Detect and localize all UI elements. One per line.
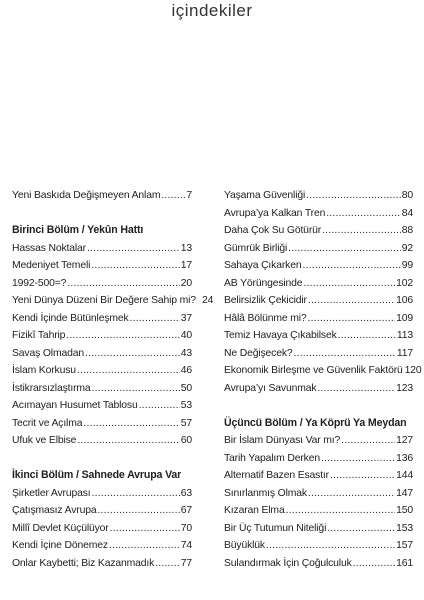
toc-leader — [92, 485, 180, 503]
toc-leader — [321, 450, 395, 468]
toc-leader — [110, 520, 180, 538]
toc-entry-title: Yaşama Güvenliği — [224, 190, 306, 201]
toc-entry[interactable] — [224, 537, 413, 555]
toc-entry-page: 84 — [401, 207, 413, 219]
toc-leader — [67, 275, 179, 293]
toc-entry-title: Avrupa’ya Kalkan Tren — [224, 207, 326, 219]
toc-leader — [317, 380, 395, 398]
toc-entry[interactable] — [224, 502, 413, 520]
toc-entry-page: 144 — [396, 470, 413, 481]
toc-entry-page: 117 — [396, 347, 413, 359]
toc-entry-title: Sınırlanmış Olmak — [224, 487, 307, 499]
toc-entry-page: 43 — [180, 347, 192, 359]
toc-leader — [330, 467, 395, 485]
toc-entry-title: Tecrit ve Açılma — [12, 417, 83, 429]
toc-leader — [302, 257, 400, 275]
section-heading: Birinci Bölüm / Yekûn Hattı — [12, 224, 144, 236]
toc-entry-title: Alternatif Bazen Esastır — [224, 470, 329, 481]
toc-leader — [77, 432, 179, 450]
toc-entry[interactable] — [224, 345, 413, 363]
toc-entry-page: 120 — [404, 365, 422, 376]
toc-entry-title: Temiz Havaya Çıkabilsek — [224, 330, 337, 341]
toc-entry[interactable] — [12, 555, 192, 573]
toc-entry-title: Şirketler Avrupası — [12, 487, 91, 499]
toc-entry-page: 53 — [180, 400, 192, 411]
toc-entry-page: 161 — [396, 557, 413, 569]
toc-entry-page: 60 — [180, 435, 192, 446]
toc-entry-page: 147 — [396, 487, 413, 499]
toc-entry[interactable] — [12, 327, 192, 345]
toc-entry-title: Yeni Dünya Düzeni Bir Değere Sahip mi? — [12, 295, 196, 306]
toc-entry-title: Acımayan Husumet Tablosu — [12, 400, 138, 411]
toc-entry-title: Kendi İçinde Bütünleşmek — [12, 312, 129, 324]
toc-entry-title: Gümrük Birliği — [224, 242, 288, 254]
toc-entry-page: 153 — [396, 522, 413, 534]
toc-entry-page: 109 — [396, 312, 413, 324]
toc-entry-page: 24 — [201, 295, 214, 306]
toc-leader — [83, 415, 179, 433]
section-gap — [12, 205, 192, 223]
toc-entry-page: 40 — [180, 330, 192, 341]
toc-leader — [266, 537, 395, 555]
toc-entry-page: 113 — [396, 330, 413, 341]
toc-leader — [139, 397, 180, 415]
toc-entry-page: 70 — [180, 522, 192, 534]
toc-entry-title: Yeni Baskıda Değişmeyen Anlam — [12, 190, 161, 201]
toc-entry-title: Ne Değişecek? — [224, 347, 293, 359]
toc-entry-page: 99 — [401, 260, 413, 271]
toc-entry[interactable] — [224, 520, 413, 538]
toc-leader — [341, 432, 395, 450]
toc-entry-page: 63 — [180, 487, 192, 499]
toc-entry-title: 1992-500=? — [12, 277, 67, 289]
toc-entry[interactable] — [224, 485, 413, 503]
toc-leader — [155, 555, 180, 573]
toc-entry[interactable] — [12, 240, 192, 258]
toc-entry[interactable] — [12, 380, 192, 398]
toc-entry-title: AB Yörüngesinde — [224, 277, 303, 289]
toc-entry-page: 67 — [180, 505, 192, 516]
toc-leader — [338, 327, 396, 345]
toc-leader — [161, 187, 185, 205]
toc-leader — [92, 380, 180, 398]
toc-leader — [288, 240, 401, 258]
toc-entry-page: 17 — [180, 260, 192, 271]
toc-entry-page: 74 — [180, 540, 192, 551]
toc-entry-page: 92 — [401, 242, 413, 254]
toc-right-column — [224, 187, 422, 572]
toc-leader — [308, 310, 396, 328]
toc-entry-page: 20 — [180, 277, 192, 289]
toc-leader — [91, 257, 179, 275]
toc-entry[interactable] — [224, 380, 413, 398]
toc-entry-page: 77 — [180, 557, 192, 569]
toc-entry-title: Bir Üç Tutumun Niteliği — [224, 522, 327, 534]
toc-leader — [286, 502, 396, 520]
toc-entry-page: 88 — [401, 225, 413, 236]
toc-entry[interactable] — [12, 345, 192, 363]
toc-entry-page: 37 — [180, 312, 192, 324]
toc-entry-title: Avrupa’yı Savunmak — [224, 382, 317, 394]
toc-leader — [97, 502, 179, 520]
toc-entry-page: 80 — [401, 190, 413, 201]
toc-entry[interactable] — [12, 310, 192, 328]
toc-leader — [87, 240, 180, 258]
toc-entry[interactable] — [224, 205, 413, 223]
toc-entry[interactable] — [224, 362, 422, 380]
toc-entry-title: Savaş Olmadan — [12, 347, 84, 359]
toc-entry-page: 102 — [396, 277, 413, 289]
toc-entry[interactable] — [224, 555, 413, 573]
toc-entry-page: 13 — [180, 242, 192, 254]
toc-entry-page: 123 — [396, 382, 413, 394]
toc-entry-page: 106 — [396, 295, 413, 306]
toc-entry[interactable] — [12, 275, 192, 293]
toc-entry-page: 157 — [396, 540, 413, 551]
toc-entry-title: Büyüklük — [224, 540, 265, 551]
toc-leader — [306, 187, 401, 205]
toc-entry-title: Hâlâ Bölünme mi? — [224, 312, 307, 324]
toc-entry[interactable] — [224, 222, 413, 240]
toc-entry-page: 150 — [396, 505, 413, 516]
section-gap — [12, 450, 192, 468]
toc-entry-title: Çatışmasız Avrupa — [12, 505, 97, 516]
toc-leader — [308, 485, 395, 503]
toc-entry[interactable] — [12, 485, 192, 503]
toc-entry-title: İslam Korkusu — [12, 365, 76, 376]
toc-entry-title: Daha Çok Su Götürür — [224, 225, 322, 236]
page-title: içindekiler — [171, 1, 253, 20]
section-heading: İkinci Bölüm / Sahnede Avrupa Var — [12, 469, 182, 481]
toc-entry-title: Fizikî Tahrip — [12, 330, 66, 341]
section-heading: Üçüncü Bölüm / Ya Köprü Ya Meydan — [224, 416, 407, 429]
toc-entry[interactable] — [224, 467, 413, 485]
toc-entry[interactable] — [12, 415, 192, 433]
toc-entry-title: Tarih Yapalım Derken — [224, 452, 320, 464]
toc-entry-page: 50 — [180, 382, 192, 394]
toc-leader — [66, 327, 179, 345]
toc-entry[interactable] — [224, 310, 413, 328]
toc-entry[interactable] — [224, 257, 413, 275]
toc-entry[interactable] — [12, 397, 192, 415]
toc-entry-title: Millî Devlet Küçülüyor — [12, 522, 109, 534]
toc-entry-title: Ekonomik Birleşme ve Güvenlik Faktörü — [224, 365, 403, 376]
toc-entry[interactable] — [12, 537, 192, 555]
toc-entry-page: 46 — [180, 365, 192, 376]
toc-entry[interactable] — [224, 187, 413, 205]
toc-entry-page: 7 — [186, 190, 192, 201]
toc-leader — [308, 292, 395, 310]
toc-entry-title: Onlar Kaybetti; Biz Kazanmadık — [12, 557, 155, 569]
toc-entry-title: İstikrarsızlaştırma — [12, 382, 91, 394]
toc-entry-title: Medeniyet Temeli — [12, 260, 91, 271]
section-gap — [224, 397, 413, 415]
toc-entry[interactable] — [224, 327, 413, 345]
toc-entry[interactable] — [12, 362, 192, 380]
toc-leader — [294, 345, 396, 363]
toc-entry-title: Bir İslam Dünyası Var mı? — [224, 435, 341, 446]
toc-entry[interactable] — [12, 257, 192, 275]
toc-leader — [109, 537, 180, 555]
toc-entry-title: Ufuk ve Elbise — [12, 435, 77, 446]
toc-entry-title: Sahaya Çıkarken — [224, 260, 302, 271]
toc-leader — [130, 310, 180, 328]
toc-entry-page: 127 — [396, 435, 413, 446]
toc-entry-title: Hassas Noktalar — [12, 242, 86, 254]
toc-entry-title: Belirsizlik Çekicidir — [224, 295, 307, 306]
toc-entry-page: 57 — [180, 417, 192, 429]
toc-entry[interactable] — [224, 450, 413, 468]
toc-leader — [327, 520, 395, 538]
toc-entry[interactable] — [12, 187, 192, 205]
toc-entry-title: Sulandırmak İçin Çoğulculuk — [224, 557, 352, 569]
toc-entry[interactable] — [224, 275, 413, 293]
toc-leader — [322, 222, 401, 240]
toc-leader — [77, 362, 180, 380]
toc-entry[interactable] — [224, 432, 413, 450]
toc-leader — [326, 205, 401, 223]
toc-entry-page: 136 — [396, 452, 413, 464]
toc-entry[interactable] — [12, 432, 192, 450]
toc-leader — [353, 555, 395, 573]
toc-entry-title: Kendi İçine Dönemez — [12, 540, 108, 551]
toc-leader — [303, 275, 395, 293]
toc-left-column — [12, 187, 214, 572]
toc-entry[interactable] — [12, 292, 214, 310]
toc-entry[interactable] — [12, 520, 192, 538]
toc-entry[interactable] — [12, 502, 192, 520]
toc-entry-title: Kızaran Elma — [224, 505, 285, 516]
toc-entry[interactable] — [224, 292, 413, 310]
toc-entry[interactable] — [224, 240, 413, 258]
toc-leader — [85, 345, 180, 363]
